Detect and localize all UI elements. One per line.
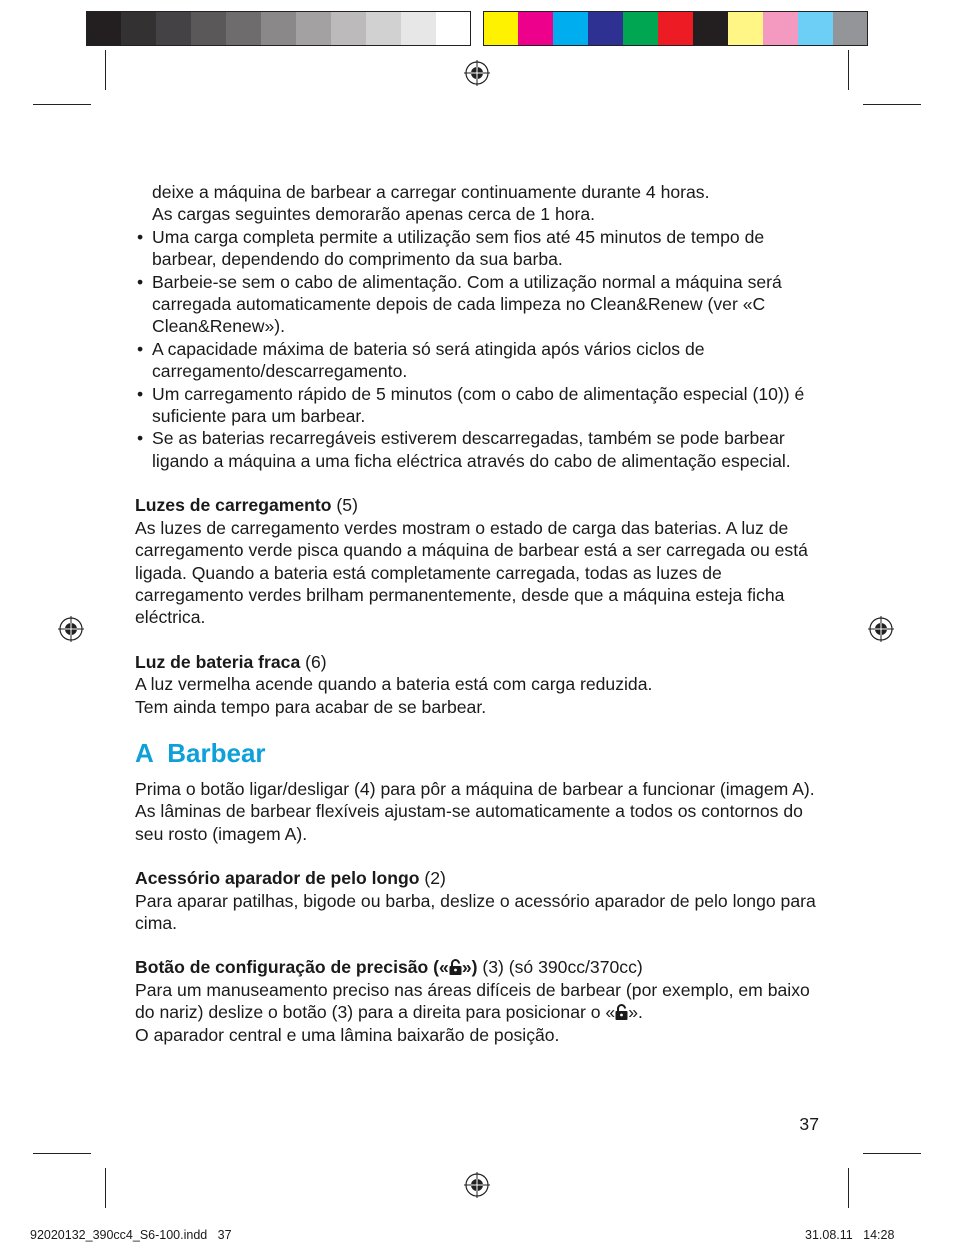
- section-title: A Barbear: [135, 737, 266, 768]
- crop-mark: [863, 1153, 921, 1154]
- color-swatch: [401, 11, 436, 46]
- low-battery-ref: (6): [300, 651, 327, 672]
- footer-date-info: 31.08.11 14:28: [805, 1228, 895, 1242]
- shaving-paragraph: As lâminas de barbear flexíveis ajustam-se automaticamente a todos os contornos do seu rosto (imagem A).: [135, 801, 803, 844]
- page-body: [135, 181, 825, 1046]
- shaving-paragraph: Prima o botão ligar/desligar (4) para pôr a máquina de barbear a funcionar (imagem A).: [135, 778, 815, 799]
- color-swatch: [693, 11, 728, 46]
- crop-mark: [105, 1168, 106, 1208]
- crop-mark: [33, 104, 91, 105]
- registration-mark-icon: [464, 1172, 490, 1198]
- color-swatch: [588, 11, 623, 46]
- color-swatch: [833, 11, 868, 46]
- color-swatch: [658, 11, 693, 46]
- precision-title-start: Botão de configuração de precisão («: [135, 957, 449, 978]
- charging-lights-text: As luzes de carregamento verdes mostram o estado de carga das baterias. A luz de carregamento verde pisca quando a máquina de barbear está a ser carregada ou está ligada. Quando a bateria está completamente carregada, todas as luzes de carregamento verdes brilham permanentemente, desde que a máquina esteja ficha eléctrica.: [135, 517, 808, 628]
- low-battery-line: A luz vermelha acende quando a bateria está com carga reduzida.: [135, 674, 653, 695]
- color-swatch: [763, 11, 798, 46]
- lock-open-icon: [615, 1003, 628, 1019]
- bullet-list: [135, 226, 825, 472]
- color-swatch: [261, 11, 296, 46]
- charging-lights-title: Luzes de carregamento: [135, 495, 332, 516]
- low-battery-line: Tem ainda tempo para acabar de se barbear.: [135, 696, 487, 717]
- crop-mark: [33, 1153, 91, 1154]
- long-hair-ref: (2): [419, 868, 446, 889]
- color-swatch: [156, 11, 191, 46]
- bullet-item: • Barbeie-se sem o cabo de alimentação. Com a utilização normal a máquina será carregada automaticamente depois de cada limpeza no Clean&Renew (ver «C Clean&Renew»).: [135, 271, 825, 338]
- color-swatch: [553, 11, 588, 46]
- bullet-item: • Uma carga completa permite a utilização sem fios até 45 minutos de tempo de barbear, dependendo do comprimento da sua barba.: [135, 226, 825, 271]
- precision-ref: (3) (só 390cc/370cc): [477, 957, 643, 978]
- bullet-item: • Se as baterias recarregáveis estiverem descarregadas, também se pode barbear ligando a máquina a uma ficha eléctrica através do cabo de alimentação especial.: [135, 427, 825, 472]
- long-hair-heading: [135, 867, 825, 889]
- intro-line: As cargas seguintes demorarão apenas cerca de 1 hora.: [152, 204, 596, 225]
- precision-text: [135, 979, 825, 1024]
- crop-mark: [848, 1168, 849, 1208]
- color-swatch: [226, 11, 261, 46]
- charging-lights-ref: (5): [331, 495, 358, 516]
- color-swatch: [798, 11, 833, 46]
- grayscale-calibration-bar: [86, 11, 471, 46]
- lock-open-icon: [449, 958, 462, 974]
- crop-mark: [848, 50, 849, 90]
- color-swatch: [436, 11, 471, 46]
- color-swatch: [518, 11, 553, 46]
- color-swatch: [86, 11, 121, 46]
- color-swatch: [331, 11, 366, 46]
- color-calibration-bar: [483, 11, 868, 46]
- registration-mark-icon: [868, 616, 894, 642]
- color-swatch: [483, 11, 518, 46]
- precision-title-end: »): [461, 957, 478, 978]
- crop-mark: [863, 104, 921, 105]
- precision-text-end: ».: [628, 1002, 643, 1023]
- precision-text-start: Para um manuseamento preciso nas áreas difíceis de barbear (por exemplo, em baixo do nariz) deslize o botão (3) para a direita para posicionar o «: [135, 979, 810, 1023]
- color-swatch: [191, 11, 226, 46]
- bullet-item: • A capacidade máxima de bateria só será atingida após vários ciclos de carregamento/descarregamento.: [135, 338, 825, 383]
- precision-heading: [135, 956, 825, 978]
- color-swatch: [296, 11, 331, 46]
- precision-text-line: O aparador central e uma lâmina baixarão de posição.: [135, 1024, 560, 1045]
- long-hair-title: Acessório aparador de pelo longo: [135, 868, 420, 889]
- page-number: 37: [799, 1114, 819, 1134]
- registration-mark-icon: [58, 616, 84, 642]
- low-battery-title: Luz de bateria fraca: [135, 651, 301, 672]
- intro-line: deixe a máquina de barbear a carregar continuamente durante 4 horas.: [152, 182, 710, 202]
- color-swatch: [366, 11, 401, 46]
- color-swatch: [728, 11, 763, 46]
- low-battery-heading: [135, 651, 825, 673]
- color-swatch: [121, 11, 156, 46]
- color-swatch: [623, 11, 658, 46]
- bullet-item: • Um carregamento rápido de 5 minutos (com o cabo de alimentação especial (10)) é suficiente para um barbear.: [135, 383, 825, 428]
- footer-file-info: 92020132_390cc4_S6-100.indd 37: [30, 1228, 232, 1242]
- registration-mark-icon: [464, 60, 490, 86]
- crop-mark: [105, 50, 106, 90]
- long-hair-text: Para aparar patilhas, bigode ou barba, deslize o acessório aparador de pelo longo para cima.: [135, 890, 816, 933]
- charging-lights-heading: [135, 494, 825, 516]
